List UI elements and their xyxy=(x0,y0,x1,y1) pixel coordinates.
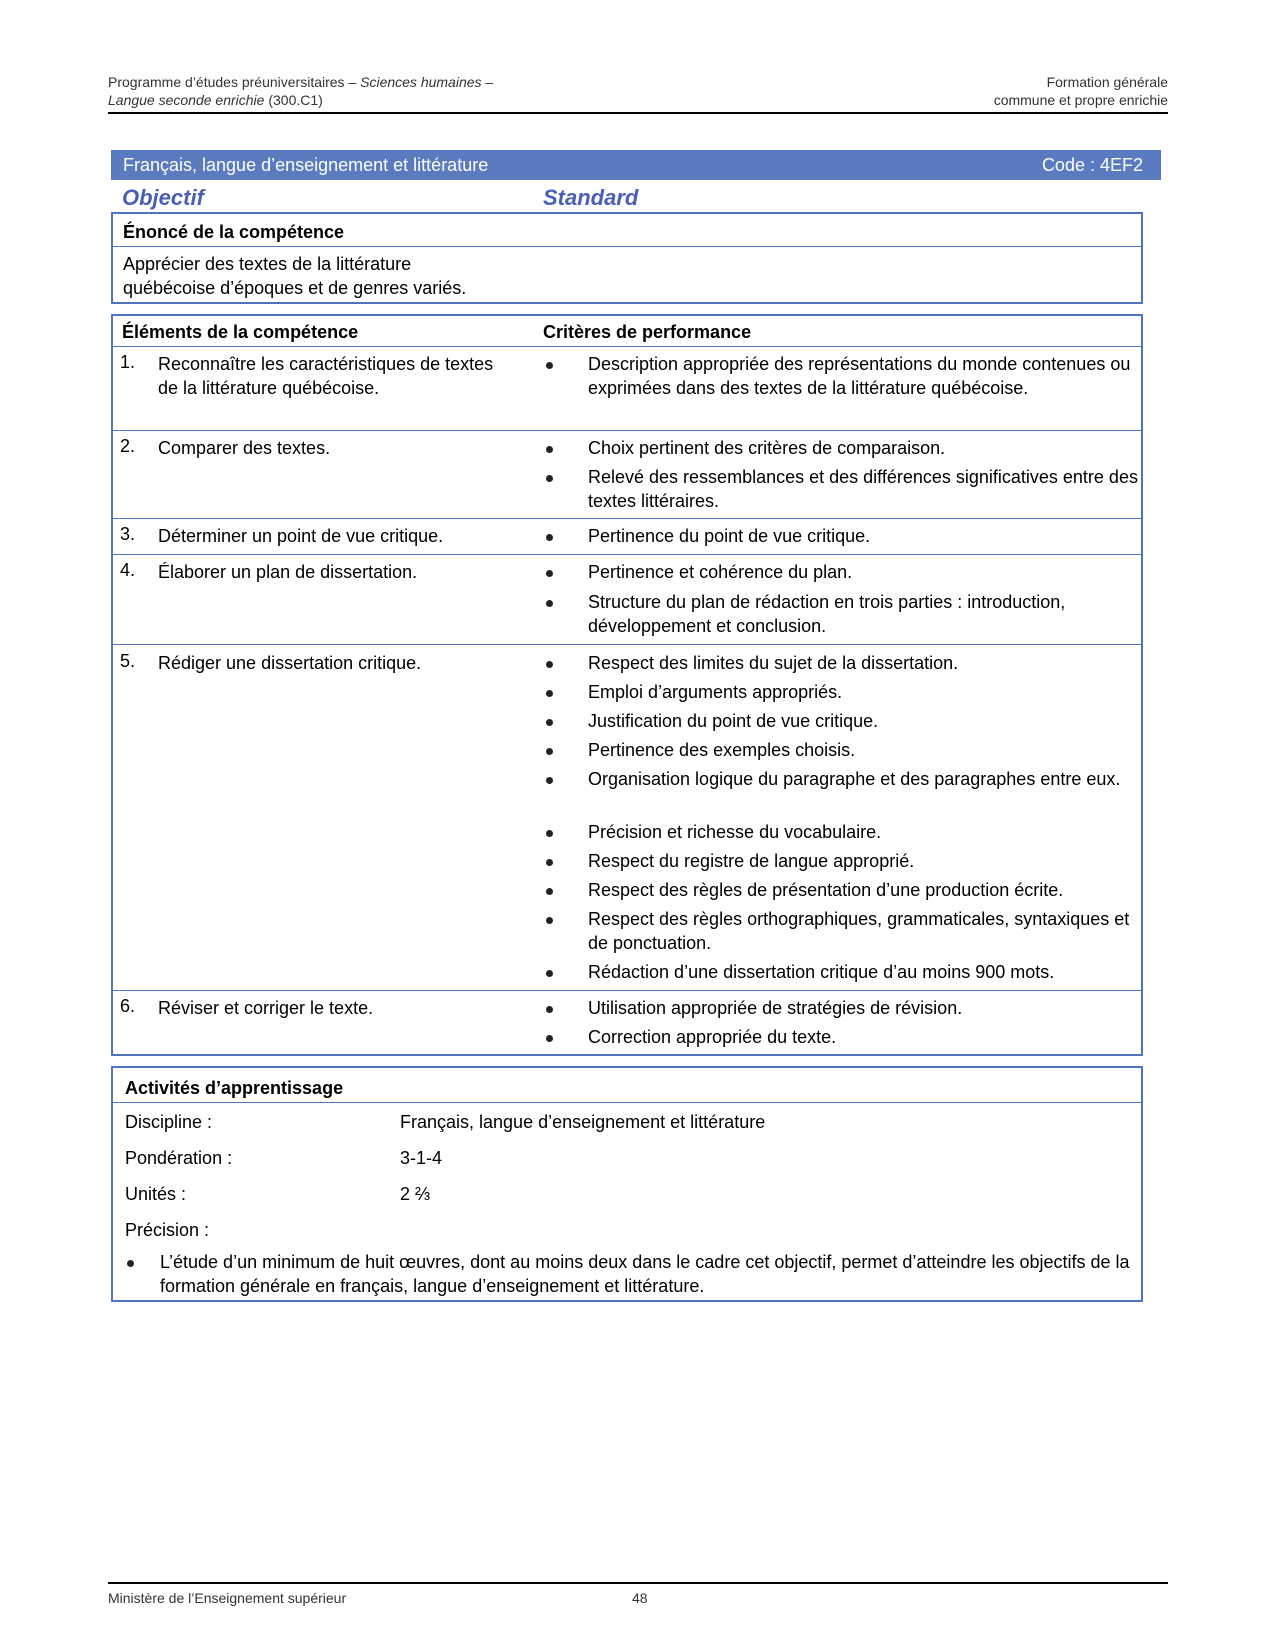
precision-text: L’étude d’un minimum de huit œuvres, dont au moins deux dans le cadre cet objectif, permet d’atteindre les objectifs de la formation générale en français, langue d’enseignement et littérature. xyxy=(160,1252,1130,1296)
bullet-icon xyxy=(546,534,553,541)
row-separator xyxy=(113,644,1141,645)
bullet-icon xyxy=(546,777,553,784)
discipline-label: Discipline : xyxy=(125,1112,213,1132)
element-number: 3. xyxy=(120,524,136,544)
criterion: Précision et richesse du vocabulaire. xyxy=(588,822,882,842)
course-title: Français, langue d’enseignement et littérature xyxy=(123,155,489,175)
criterion: Description appropriée des représentations du monde contenues ou exprimées dans des textes de la littérature québécoise. xyxy=(588,354,1131,398)
bullet-icon xyxy=(546,475,553,482)
element-number: 6. xyxy=(120,996,136,1016)
row-separator xyxy=(113,518,1141,519)
criterion: Relevé des ressemblances et des différences significatives entre des textes littéraires. xyxy=(588,467,1138,511)
row-separator xyxy=(113,990,1141,991)
bullet-icon xyxy=(546,1006,553,1013)
criterion: Emploi d’arguments appropriés. xyxy=(588,682,843,702)
ponderation-label: Pondération : xyxy=(125,1148,233,1168)
bullet-icon xyxy=(546,661,553,668)
enonce-title: Énoncé de la compétence xyxy=(123,222,345,242)
element-text: Comparer des textes. xyxy=(158,438,331,458)
bullet-icon xyxy=(546,690,553,697)
element-number: 1. xyxy=(120,352,136,372)
enonce-box xyxy=(111,212,1143,304)
elements-column-title: Éléments de la compétence xyxy=(122,322,359,342)
element-text: Réviser et corriger le texte. xyxy=(158,998,374,1018)
element-text: Élaborer un plan de dissertation. xyxy=(158,562,418,582)
program-code: (300.C1) xyxy=(264,92,323,108)
criterion: Pertinence du point de vue critique. xyxy=(588,526,871,546)
formation-type-1: Formation générale xyxy=(1046,74,1168,90)
ponderation-value: 3-1-4 xyxy=(400,1148,443,1168)
activites-separator xyxy=(113,1102,1141,1103)
precision-label: Précision : xyxy=(125,1220,210,1240)
element-text: Reconnaître les caractéristiques de textes de la littérature québécoise. xyxy=(158,354,494,398)
page-number: 48 xyxy=(632,1590,648,1606)
program-name: Sciences humaines xyxy=(360,74,482,90)
criterion: Utilisation appropriée de stratégies de révision. xyxy=(588,998,963,1018)
bullet-icon xyxy=(546,1035,553,1042)
footer-rule xyxy=(108,1582,1168,1584)
criterion: Justification du point de vue critique. xyxy=(588,711,879,731)
bullet-icon xyxy=(546,917,553,924)
bullet-icon xyxy=(127,1260,134,1267)
criterion: Structure du plan de rédaction en trois parties : introduction, développement et conclusion. xyxy=(588,592,1066,636)
bullet-icon xyxy=(546,970,553,977)
language-track: Langue seconde enrichie xyxy=(108,92,265,108)
criterion: Respect des règles de présentation d’une production écrite. xyxy=(588,880,1064,900)
bullet-icon xyxy=(546,600,553,607)
unites-label: Unités : xyxy=(125,1184,187,1204)
criterion: Respect des limites du sujet de la dissertation. xyxy=(588,653,959,673)
enonce-line-2: québécoise d’époques et de genres variés. xyxy=(123,278,467,298)
criterion: Pertinence des exemples choisis. xyxy=(588,740,856,760)
activites-box xyxy=(111,1066,1143,1302)
bullet-icon xyxy=(546,719,553,726)
bullet-icon xyxy=(546,570,553,577)
row-separator xyxy=(113,430,1141,431)
criterion: Organisation logique du paragraphe et des paragraphes entre eux. xyxy=(588,769,1121,789)
row-separator xyxy=(113,554,1141,555)
enonce-separator xyxy=(113,246,1141,247)
element-number: 4. xyxy=(120,560,136,580)
enonce-line-1: Apprécier des textes de la littérature xyxy=(123,254,412,274)
course-code: Code : 4EF2 xyxy=(1041,155,1143,175)
criterion: Correction appropriée du texte. xyxy=(588,1027,837,1047)
element-number: 2. xyxy=(120,436,136,456)
formation-type-2: commune et propre enrichie xyxy=(993,92,1168,108)
criterion: Rédaction d’une dissertation critique d’au moins 900 mots. xyxy=(588,962,1055,982)
header-rule xyxy=(108,112,1168,114)
bullet-icon xyxy=(546,830,553,837)
bullet-icon xyxy=(546,888,553,895)
bullet-icon xyxy=(546,859,553,866)
program-dash: – xyxy=(481,74,494,90)
program-label: Programme d’études préuniversitaires – xyxy=(108,74,361,90)
criterion: Respect des règles orthographiques, grammaticales, syntaxiques et de ponctuation. xyxy=(588,909,1130,953)
table-head-separator xyxy=(113,346,1141,347)
unites-value: 2 ⅔ xyxy=(400,1184,431,1204)
standard-heading: Standard xyxy=(543,185,639,210)
criteria-column-title: Critères de performance xyxy=(543,322,752,342)
course-title-bar xyxy=(111,150,1161,180)
objectif-heading: Objectif xyxy=(122,185,204,210)
criterion: Pertinence et cohérence du plan. xyxy=(588,562,853,582)
footer-ministry: Ministère de l’Enseignement supérieur xyxy=(108,1590,347,1606)
criterion: Respect du registre de langue approprié. xyxy=(588,851,915,871)
discipline-value: Français, langue d’enseignement et littérature xyxy=(400,1112,766,1132)
criterion: Choix pertinent des critères de comparaison. xyxy=(588,438,946,458)
element-text: Déterminer un point de vue critique. xyxy=(158,526,444,546)
activites-title: Activités d’apprentissage xyxy=(125,1078,344,1098)
bullet-icon xyxy=(546,446,553,453)
bullet-icon xyxy=(546,748,553,755)
element-number: 5. xyxy=(120,651,136,671)
element-text: Rédiger une dissertation critique. xyxy=(158,653,422,673)
bullet-icon xyxy=(546,362,553,369)
